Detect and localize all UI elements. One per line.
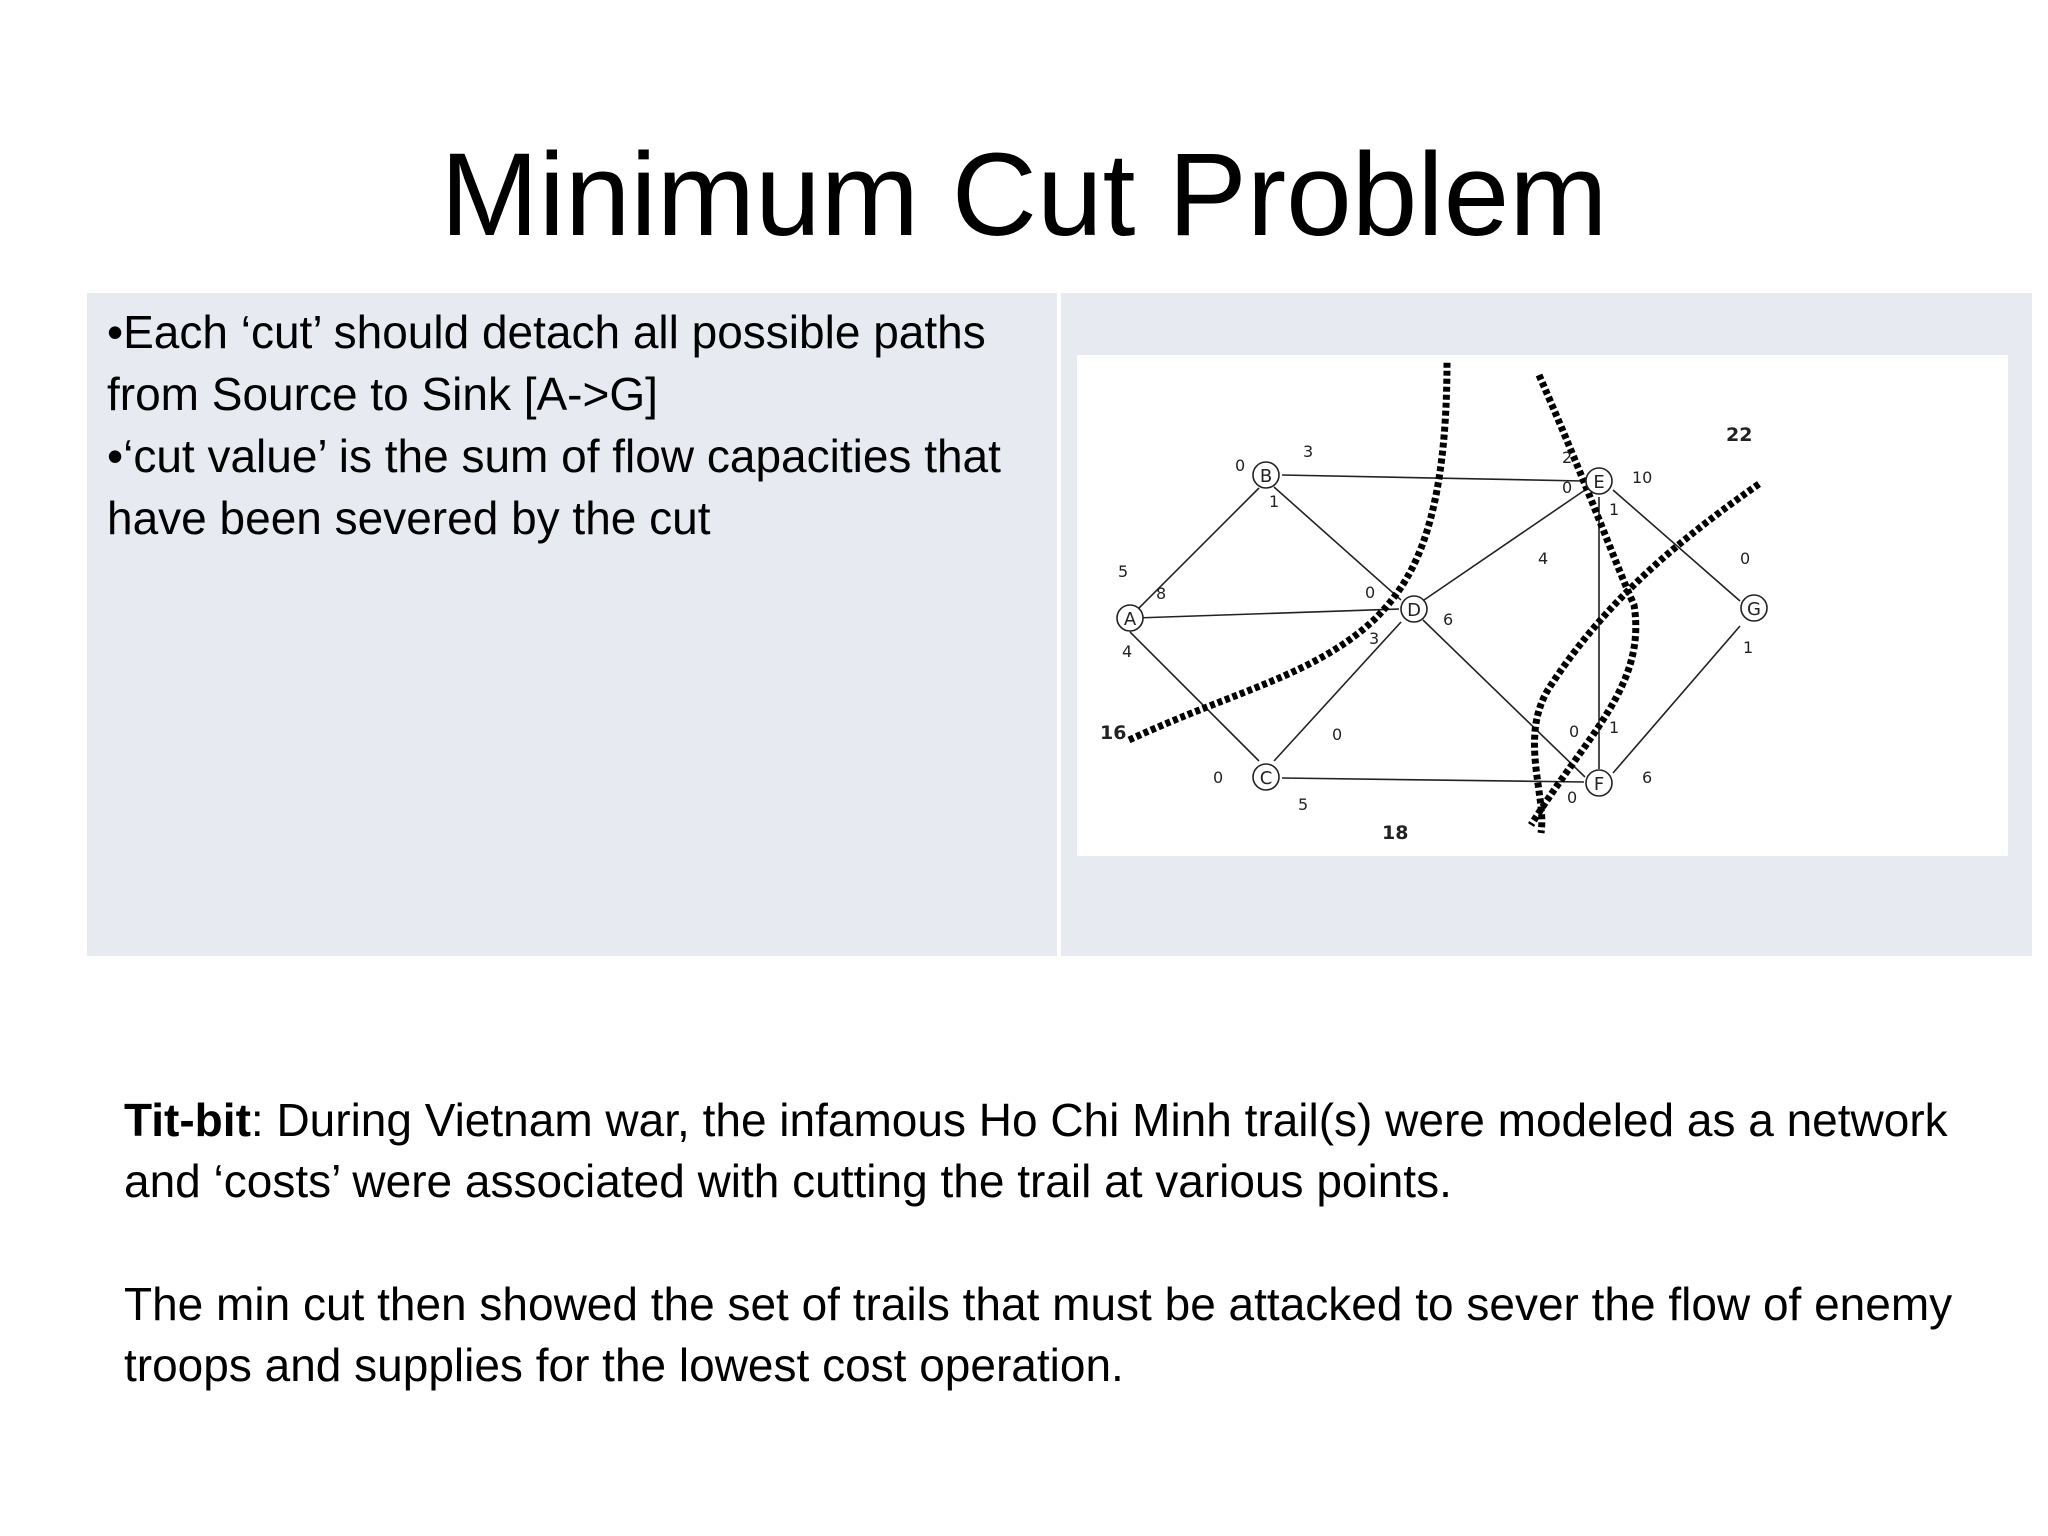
node-label-b: B [1259,466,1273,487]
edge-d-f [1423,620,1585,777]
bullet-list [107,301,1047,549]
cut-line-18 [1531,375,1636,825]
titbit-paragraph-2: The min cut then showed the set of trails that must be attacked to sever the flow of enemy troops and supplies for the lowest cost operation. [124,1278,1953,1391]
edge-label-be-2: 2 [1562,448,1573,467]
edge-label-ef-1: 1 [1609,500,1620,519]
node-label-a: A [1123,609,1137,630]
edge-label-cd-3: 3 [1369,629,1380,648]
edge-label-ab-5: 5 [1118,562,1129,581]
edge-b-d [1274,487,1401,600]
edge-label-cf-0: 0 [1567,788,1578,807]
edge-label-eg-10: 10 [1632,468,1653,487]
edge-label-ab-0: 0 [1235,456,1246,475]
edge-a-c [1130,632,1259,761]
slide-title: Minimum Cut Problem [440,129,1608,261]
cut-value-22: 22 [1726,424,1753,446]
node-label-f: F [1593,774,1605,795]
edge-label-cd-0: 0 [1332,725,1343,744]
flow-network-svg [1077,355,2008,856]
edge-label-ad-0: 0 [1365,583,1376,602]
cut-line-16 [1129,361,1447,740]
cut-value-16: 16 [1100,722,1127,744]
edge-label-df-0: 0 [1569,722,1580,741]
edge-label-ef-1b: 1 [1609,718,1620,737]
titbit-text-1: : During Vietnam war, the infamous Ho Chi Minh trail(s) were modeled as a network and ‘costs’ were associated with cutting the trail at various points. [124,1094,1948,1207]
bullet-item: •‘cut value’ is the sum of flow capacities that have been severed by the cut [107,430,1001,544]
flow-network-diagram [1077,355,2008,856]
node-label-e: E [1593,472,1605,493]
edge-label-be-3: 3 [1303,442,1314,461]
edge-a-d [1136,609,1399,618]
edge-label-fg-6: 6 [1642,768,1653,787]
node-label-d: D [1407,600,1421,621]
titbit-paragraph-1 [124,1090,2024,1212]
diagram-panel [1061,293,2032,956]
edge-label-eg-0: 0 [1740,549,1751,568]
bullet-item: •Each ‘cut’ should detach all possible paths from Source to Sink [A->G] [107,306,986,420]
cut-value-18: 18 [1382,822,1409,844]
edge-label-cf-5: 5 [1298,795,1309,814]
node-label-g: G [1747,599,1761,620]
edge-b-e [1282,475,1583,481]
edge-label-bd-4: 4 [1538,549,1549,568]
edge-label-df-6: 6 [1443,610,1454,629]
edge-label-ad-8: 8 [1156,584,1167,603]
edge-d-e [1424,490,1585,600]
edge-label-de-0: 0 [1562,478,1573,497]
edge-label-ac-0: 0 [1213,768,1224,787]
bullet-panel [87,293,1057,956]
edge-a-b [1130,488,1259,617]
titbit-note [124,1090,2024,1458]
edge-label-fg-1: 1 [1743,638,1754,657]
edge-label-ac-4: 4 [1122,642,1133,661]
edge-label-bd-1: 1 [1269,492,1280,511]
node-label-c: C [1259,768,1273,789]
titbit-label: Tit-bit [124,1094,251,1146]
